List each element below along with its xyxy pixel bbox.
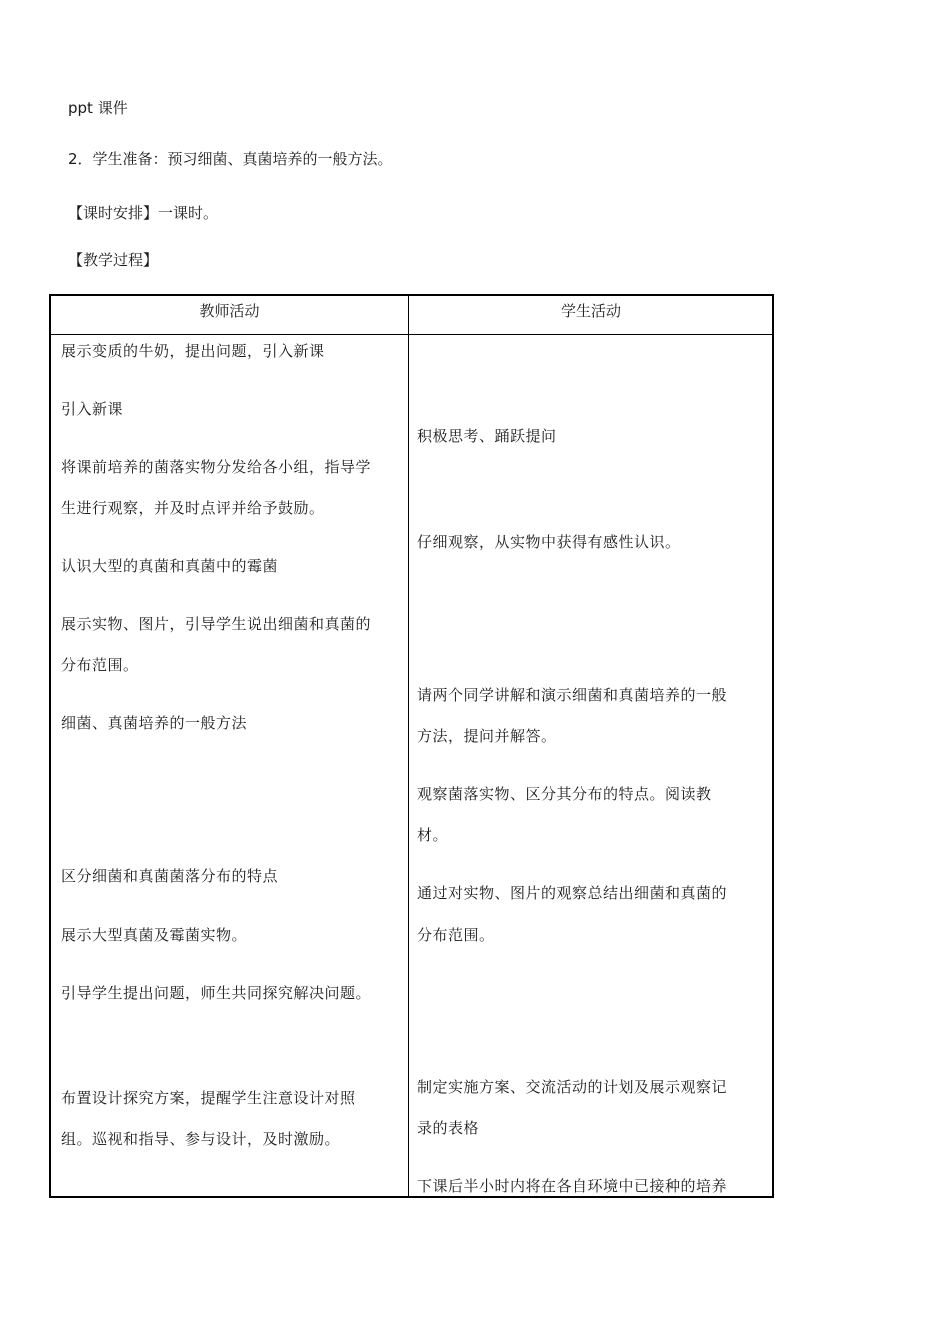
teacher-line: 将课前培养的菌落实物分发给各小组，指导学	[61, 458, 372, 476]
column-divider	[408, 296, 409, 1196]
schedule-line: 【课时安排】一课时。	[68, 204, 219, 222]
student-prep-line: 2．学生准备：预习细菌、真菌培养的一般方法。	[68, 150, 393, 168]
teacher-line: 展示实物、图片，引导学生说出细菌和真菌的	[61, 615, 372, 633]
student-activity-header: 学生活动	[560, 302, 621, 320]
teacher-line: 布置设计探究方案，提醒学生注意设计对照	[61, 1089, 356, 1107]
teacher-line: 展示大型真菌及霉菌实物。	[61, 926, 248, 944]
student-line: 制定实施方案、交流活动的计划及展示观察记	[417, 1078, 728, 1096]
student-line: 观察菌落实物、区分其分布的特点。阅读教	[417, 785, 712, 803]
header-divider	[51, 334, 772, 335]
teacher-line: 生进行观察，并及时点评并给予鼓励。	[61, 499, 325, 517]
teacher-line: 分布范围。	[61, 656, 139, 674]
teacher-line: 引导学生提出问题，师生共同探究解决问题。	[61, 984, 372, 1002]
process-heading: 【教学过程】	[68, 251, 159, 269]
teacher-activity-header: 教师活动	[199, 302, 260, 320]
student-line: 请两个同学讲解和演示细菌和真菌培养的一般	[417, 686, 728, 704]
student-line: 下课后半小时内将在各自环境中已接种的培养	[417, 1177, 728, 1195]
teacher-line: 引入新课	[61, 400, 124, 418]
student-line: 仔细观察，从实物中获得有感性认识。	[417, 533, 681, 551]
teacher-line: 认识大型的真菌和真菌中的霉菌	[61, 557, 279, 575]
student-line: 录的表格	[417, 1119, 480, 1137]
student-line: 方法，提问并解答。	[417, 727, 557, 745]
student-line: 分布范围。	[417, 926, 495, 944]
student-line: 材。	[417, 826, 449, 844]
student-line: 通过对实物、图片的观察总结出细菌和真菌的	[417, 884, 728, 902]
teacher-line: 区分细菌和真菌菌落分布的特点	[61, 867, 279, 885]
teacher-line: 细菌、真菌培养的一般方法	[61, 714, 248, 732]
student-line: 积极思考、踊跃提问	[417, 427, 557, 445]
teacher-line: 组。巡视和指导、参与设计，及时激励。	[61, 1130, 341, 1148]
activity-table	[49, 294, 774, 1198]
teacher-line: 展示变质的牛奶，提出问题，引入新课	[61, 342, 325, 360]
materials-line: ppt 课件	[68, 99, 128, 117]
